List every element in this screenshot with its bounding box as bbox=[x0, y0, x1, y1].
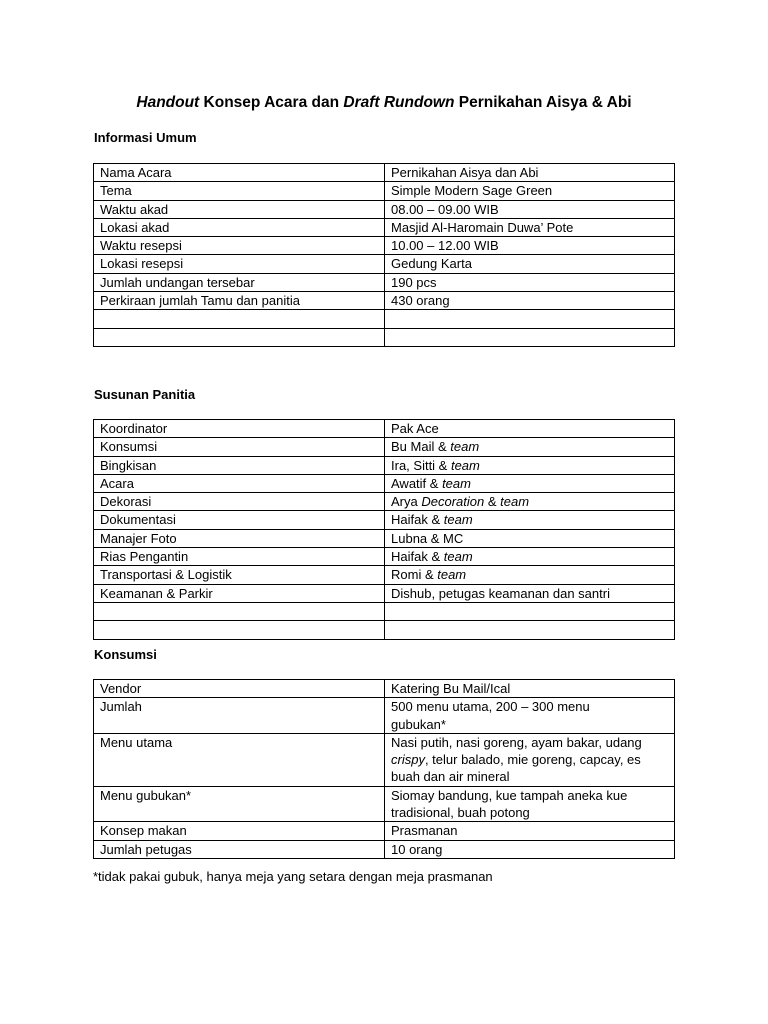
table-row bbox=[94, 493, 675, 511]
title-segment: Konsep Acara dan bbox=[199, 94, 344, 111]
cell-value bbox=[385, 456, 675, 474]
cell-empty bbox=[94, 328, 385, 346]
title-handout: Handout bbox=[136, 94, 200, 111]
cell-label: Menu utama bbox=[94, 733, 385, 786]
cell-value-italic: team bbox=[450, 439, 480, 455]
table-row bbox=[94, 474, 675, 492]
cell-label: Lokasi resepsi bbox=[94, 255, 385, 273]
cell-label: Keamanan & Parkir bbox=[94, 584, 385, 602]
table-row bbox=[94, 292, 675, 310]
heading-susunan-panitia: Susunan Panitia bbox=[94, 387, 196, 402]
cell-label: Menu gubukan* bbox=[94, 786, 385, 822]
table-row bbox=[94, 566, 675, 584]
table-row bbox=[94, 786, 675, 822]
cell-value-italic: team bbox=[450, 457, 480, 473]
table-row bbox=[94, 200, 675, 218]
cell-value bbox=[385, 529, 675, 547]
cell-value bbox=[385, 566, 675, 584]
cell-value-text: & bbox=[484, 494, 501, 510]
table-row bbox=[94, 237, 675, 255]
cell-value-text: Haifak & bbox=[391, 549, 444, 565]
cell-value-text: Arya bbox=[391, 494, 422, 510]
table-row bbox=[94, 273, 675, 291]
table-row bbox=[94, 733, 675, 786]
cell-value-line: tradisional, buah potong bbox=[391, 805, 530, 821]
cell-label: Jumlah bbox=[94, 698, 385, 734]
cell-label: Transportasi & Logistik bbox=[94, 566, 385, 584]
cell-value-text: Haifak & bbox=[391, 512, 444, 528]
table-row bbox=[94, 420, 675, 438]
cell-value-text: Bu Mail & bbox=[391, 439, 451, 455]
table-konsumsi bbox=[93, 679, 675, 859]
table-row bbox=[94, 680, 675, 698]
cell-label: Bingkisan bbox=[94, 456, 385, 474]
cell-value-text: Ira, Sitti & bbox=[391, 457, 451, 473]
table-row-empty bbox=[94, 602, 675, 620]
cell-value-line: Siomay bandung, kue tampah aneka kue bbox=[391, 787, 628, 803]
cell-label: Acara bbox=[94, 474, 385, 492]
cell-label: Nama Acara bbox=[94, 164, 385, 182]
cell-value-italic: team bbox=[443, 549, 473, 565]
cell-label: Dokumentasi bbox=[94, 511, 385, 529]
table-row-empty bbox=[94, 310, 675, 328]
table-row bbox=[94, 511, 675, 529]
cell-label: Jumlah petugas bbox=[94, 840, 385, 858]
cell-value bbox=[385, 511, 675, 529]
cell-value-italic: crispy bbox=[391, 752, 425, 768]
cell-value: Prasmanan bbox=[385, 822, 675, 840]
cell-label: Rias Pengantin bbox=[94, 548, 385, 566]
cell-value: Masjid Al-Haromain Duwa’ Pote bbox=[385, 218, 675, 236]
table-row bbox=[94, 438, 675, 456]
cell-value-line: Nasi putih, nasi goreng, ayam bakar, udang bbox=[391, 734, 642, 750]
cell-label: Vendor bbox=[94, 680, 385, 698]
table-row bbox=[94, 456, 675, 474]
cell-value: 190 pcs bbox=[385, 273, 675, 291]
cell-value bbox=[385, 438, 675, 456]
table-susunan-panitia bbox=[93, 419, 675, 640]
cell-label: Manajer Foto bbox=[94, 529, 385, 547]
table-row bbox=[94, 548, 675, 566]
heading-informasi-umum: Informasi Umum bbox=[94, 130, 197, 145]
cell-label: Tema bbox=[94, 182, 385, 200]
cell-value: Katering Bu Mail/Ical bbox=[385, 680, 675, 698]
title-draft-rundown: Draft Rundown bbox=[343, 94, 455, 111]
heading-konsumsi: Konsumsi bbox=[94, 647, 157, 662]
table-row bbox=[94, 840, 675, 858]
cell-value bbox=[385, 698, 675, 734]
title-segment: Pernikahan Aisya & Abi bbox=[454, 94, 632, 111]
cell-value-text: Dishub, petugas keamanan dan santri bbox=[391, 585, 610, 601]
cell-value-line: gubukan* bbox=[391, 716, 446, 732]
cell-value: Pernikahan Aisya dan Abi bbox=[385, 164, 675, 182]
table-row bbox=[94, 584, 675, 602]
table-row bbox=[94, 698, 675, 734]
cell-label: Waktu akad bbox=[94, 200, 385, 218]
cell-value bbox=[385, 493, 675, 511]
cell-label: Dekorasi bbox=[94, 493, 385, 511]
table-row-empty bbox=[94, 621, 675, 639]
cell-empty bbox=[385, 621, 675, 639]
footnote: *tidak pakai gubuk, hanya meja yang setara dengan meja prasmanan bbox=[93, 869, 493, 884]
cell-value bbox=[385, 584, 675, 602]
cell-value-italic: team bbox=[442, 475, 471, 491]
table-row bbox=[94, 529, 675, 547]
cell-value-italic: team bbox=[500, 494, 530, 510]
cell-value-text: Pak Ace bbox=[391, 421, 439, 436]
cell-value-line: buah dan air mineral bbox=[391, 769, 510, 785]
cell-label: Lokasi akad bbox=[94, 218, 385, 236]
cell-value bbox=[385, 474, 675, 492]
cell-value bbox=[385, 548, 675, 566]
table-informasi-umum bbox=[93, 163, 675, 347]
cell-value-line: , telur balado, mie goreng, capcay, es bbox=[424, 752, 641, 768]
table-row bbox=[94, 822, 675, 840]
cell-empty bbox=[94, 602, 385, 620]
cell-empty bbox=[94, 621, 385, 639]
cell-empty bbox=[94, 310, 385, 328]
cell-label: Konsep makan bbox=[94, 822, 385, 840]
cell-value: 08.00 – 09.00 WIB bbox=[385, 200, 675, 218]
cell-value-italic: team bbox=[443, 512, 473, 528]
cell-label: Konsumsi bbox=[94, 438, 385, 456]
cell-value: Gedung Karta bbox=[385, 255, 675, 273]
cell-value bbox=[385, 733, 675, 786]
cell-label: Jumlah undangan tersebar bbox=[94, 273, 385, 291]
cell-empty bbox=[385, 602, 675, 620]
cell-value bbox=[385, 420, 675, 438]
cell-value: 10.00 – 12.00 WIB bbox=[385, 237, 675, 255]
cell-empty bbox=[385, 328, 675, 346]
cell-label: Perkiraan jumlah Tamu dan panitia bbox=[94, 292, 385, 310]
cell-value bbox=[385, 786, 675, 822]
table-row bbox=[94, 164, 675, 182]
cell-value-text: Awatif & bbox=[391, 475, 443, 491]
cell-value: 430 orang bbox=[385, 292, 675, 310]
table-row bbox=[94, 255, 675, 273]
cell-value: 10 orang bbox=[385, 840, 675, 858]
table-row bbox=[94, 218, 675, 236]
table-row bbox=[94, 182, 675, 200]
cell-label: Waktu resepsi bbox=[94, 237, 385, 255]
cell-value: Simple Modern Sage Green bbox=[385, 182, 675, 200]
cell-value-italic: team bbox=[437, 567, 467, 583]
cell-value-italic: Decoration bbox=[421, 494, 485, 510]
cell-value-line: 500 menu utama, 200 – 300 menu bbox=[391, 699, 590, 715]
cell-value-text: Lubna & MC bbox=[391, 530, 464, 546]
cell-value-text: Romi & bbox=[391, 567, 438, 583]
cell-label: Koordinator bbox=[94, 420, 385, 438]
cell-empty bbox=[385, 310, 675, 328]
document-title bbox=[0, 94, 768, 112]
table-row-empty bbox=[94, 328, 675, 346]
